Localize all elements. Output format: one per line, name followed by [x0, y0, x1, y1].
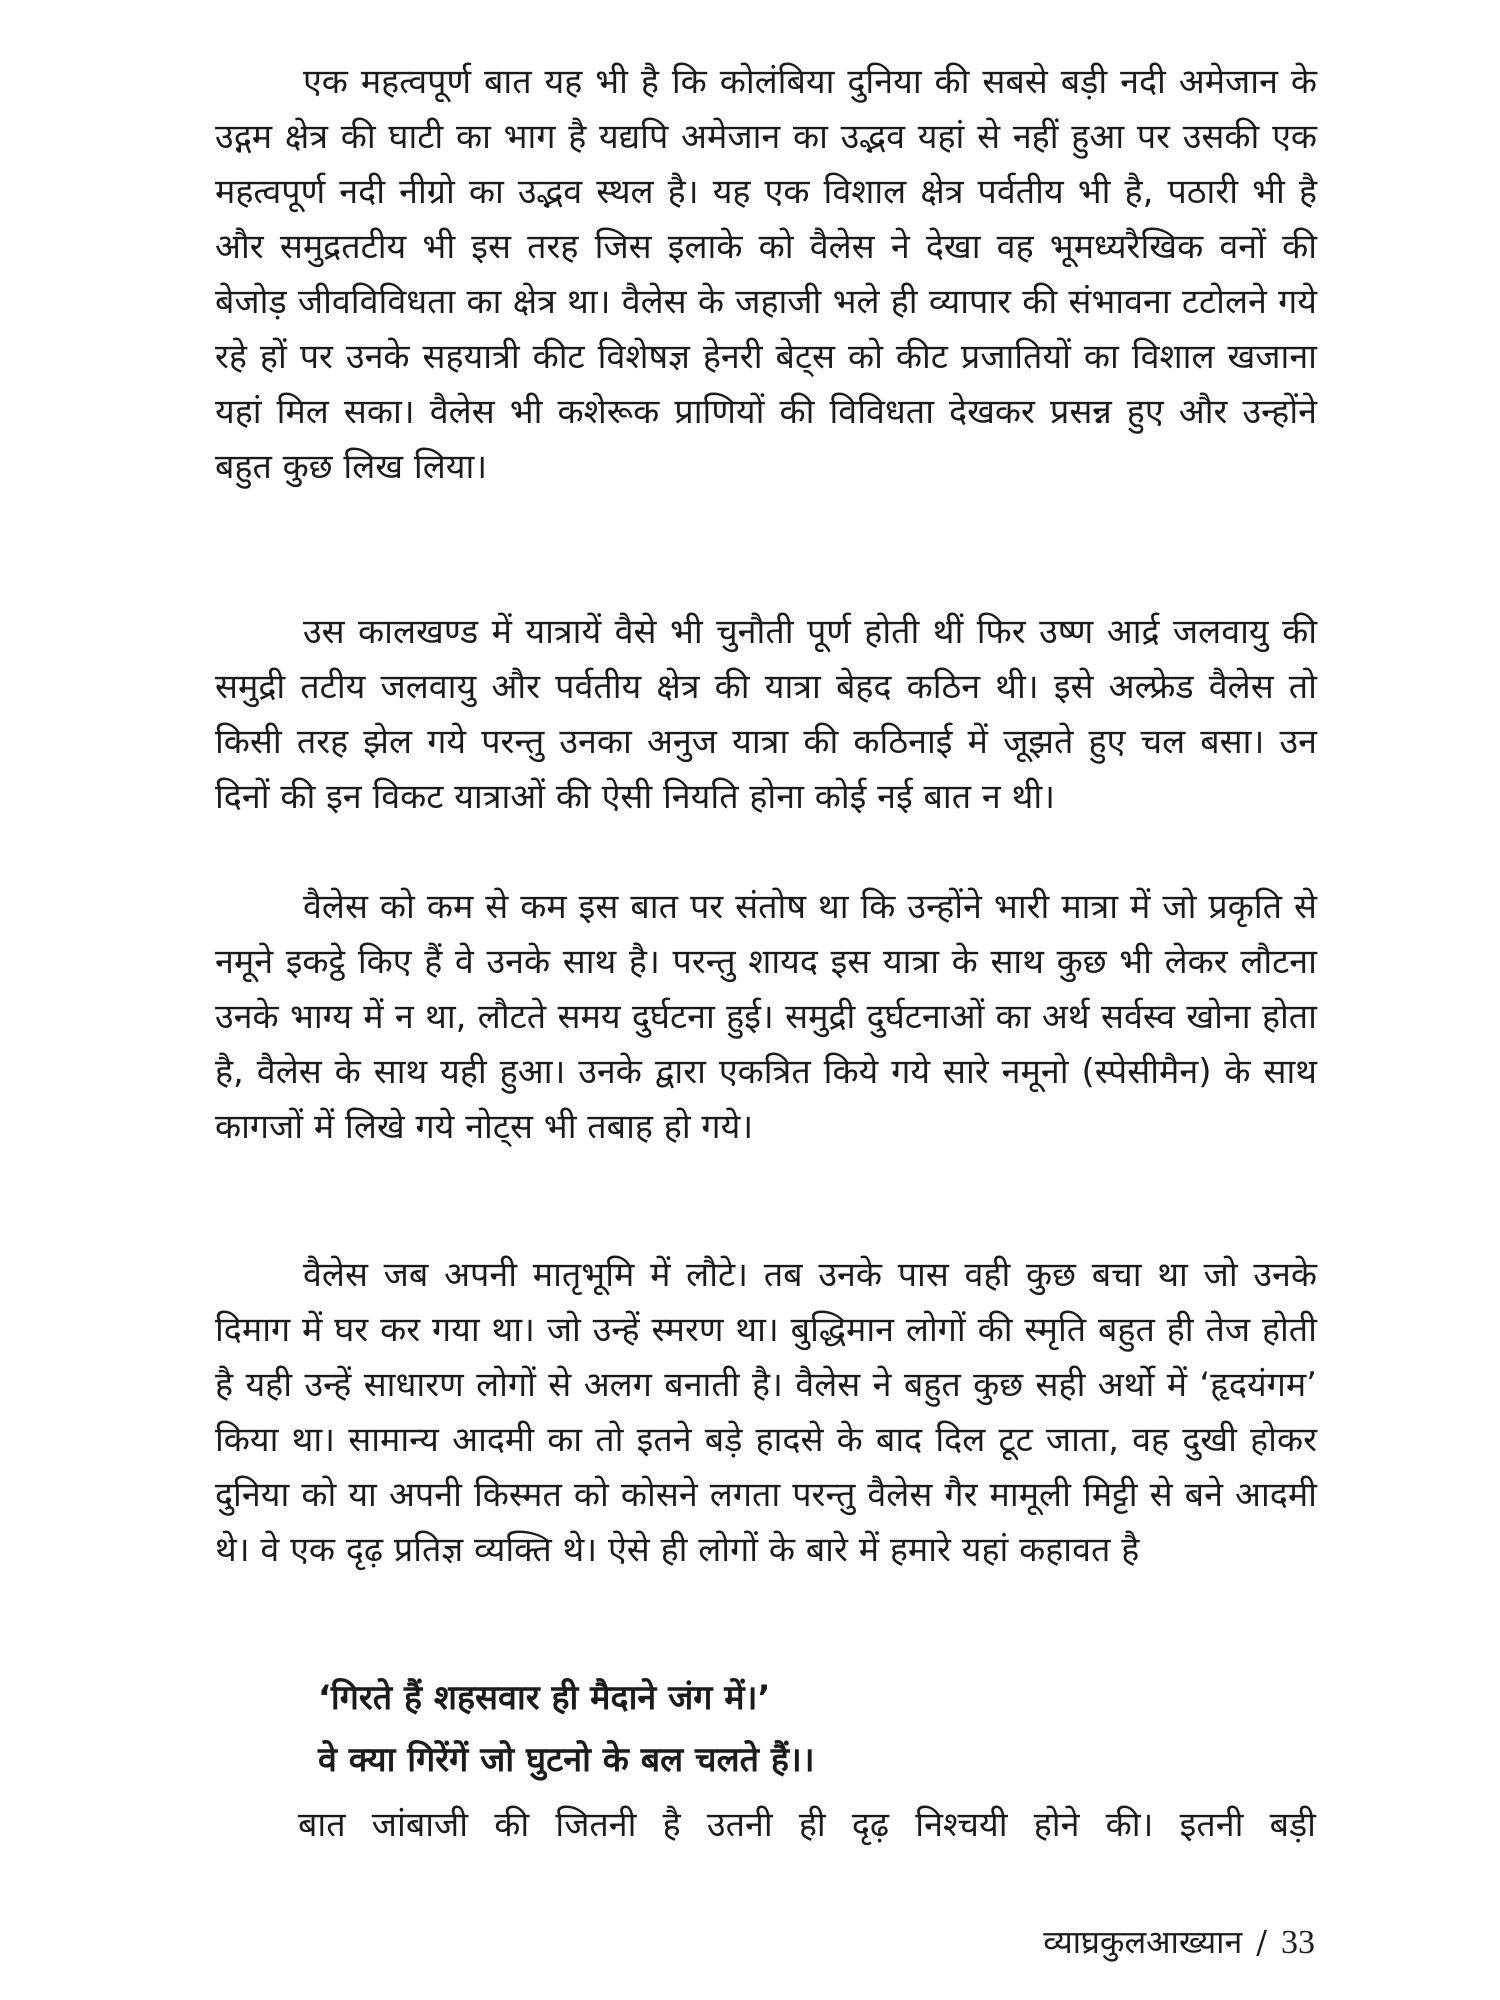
page-footer: [1043, 1922, 1315, 1963]
paragraph-4: [215, 1248, 1317, 1578]
paragraph-3: [215, 880, 1317, 1155]
paragraph-3-text: वैलेस को कम से कम इस बात पर संतोष था कि उन्होंने भारी मात्रा में जो प्रकृति से नमूने इकट्ठे किए हैं वे उनके साथ है। परन्तु शायद इस यात्रा के साथ कुछ भी लेकर लौटना उनके भाग्य में न था, लौटते समय दुर्घटना हुई। समुद्री दुर्घटनाओं का अर्थ सर्वस्व खोना होता है, वैलेस के साथ यही हुआ। उनके द्वारा एकत्रित किये गये सारे नमूनो (स्पेसीमैन) के साथ कागजों में लिखे गये नोट्स भी तबाह हो गये।: [215, 887, 1317, 1147]
paragraph-2-text: उस कालखण्ड में यात्रायें वैसे भी चुनौती पूर्ण होती थीं फिर उष्ण आर्द्र जलवायु की समुद्री तटीय जलवायु और पर्वतीय क्षेत्र की यात्रा बेहद कठिन थी। इसे अल्फ्रेड वैलेस तो किसी तरह झेल गये परन्तु उनका अनुज यात्रा की कठिनाई में जूझते हुए चल बसा। उन दिनों की इन विकट यात्राओं की ऐसी नियति होना कोई नई बात न थी।: [215, 612, 1317, 817]
couplet-line-2: वे क्या गिरेंगें जो घुटनो के बल चलते हैं।।: [318, 1740, 815, 1780]
paragraph-1-text: एक महत्वपूर्ण बात यह भी है कि कोलंबिया दुनिया की सबसे बड़ी नदी अमेजान के उद्गम क्षेत्र की घाटी का भाग है यद्यपि अमेजान का उद्भव यहां से नहीं हुआ पर उसकी एक महत्वपूर्ण नदी नीग्रो का उद्भव स्थल है। यह एक विशाल क्षेत्र पर्वतीय भी है, पठारी भी है और समुद्रतटीय भी इस तरह जिस इलाके को वैलेस ने देखा वह भूमध्यरैखिक वनों की बेजोड़ जीवविविधता का क्षेत्र था। वैलेस के जहाजी भले ही व्यापार की संभावना टटोलने गये रहे हों पर उनके सहयात्री कीट विशेषज्ञ हेनरी बेट्स को कीट प्रजातियों का विशाल खजाना यहां मिल सका। वैलेस भी कशेरूक प्राणियों की विविधता देखकर प्रसन्न हुए और उन्होंने बहुत कुछ लिख लिया।: [215, 62, 1317, 487]
paragraph-4-text: वैलेस जब अपनी मातृभूमि में लौटे। तब उनके पास वही कुछ बचा था जो उनके दिमाग में घर कर गया था। जो उन्हें स्मरण था। बुद्धिमान लोगों की स्मृति बहुत ही तेज होती है यही उन्हें साधारण लोगों से अलग बनाती है। वैलेस ने बहुत कुछ सही अर्थो में ‘हृदयंगम’ किया था। सामान्य आदमी का तो इतने बड़े हादसे के बाद दिल टूट जाता, वह दुखी होकर दुनिया को या अपनी किस्मत को कोसने लगता परन्तु वैलेस गैर मामूली मिट्टी से बने आदमी थे। वे एक दृढ़ प्रतिज्ञ व्यक्ति थे। ऐसे ही लोगों के बारे में हमारे यहां कहावत है: [215, 1255, 1317, 1570]
paragraph-2: [215, 605, 1317, 825]
book-title: व्याघ्रकुलआख्यान: [1043, 1923, 1243, 1961]
paragraph-1: [215, 55, 1317, 495]
page-number: 33: [1281, 1924, 1315, 1961]
closing-line: बात जांबाजी की जितनी है उतनी ही दृढ़ निश्चयी होने की। इतनी बड़ी: [298, 1805, 1316, 1845]
footer-separator: /: [1256, 1923, 1267, 1961]
couplet-line-1: ‘गिरते हैं शहसवार ही मैदाने जंग में।’: [318, 1678, 771, 1718]
